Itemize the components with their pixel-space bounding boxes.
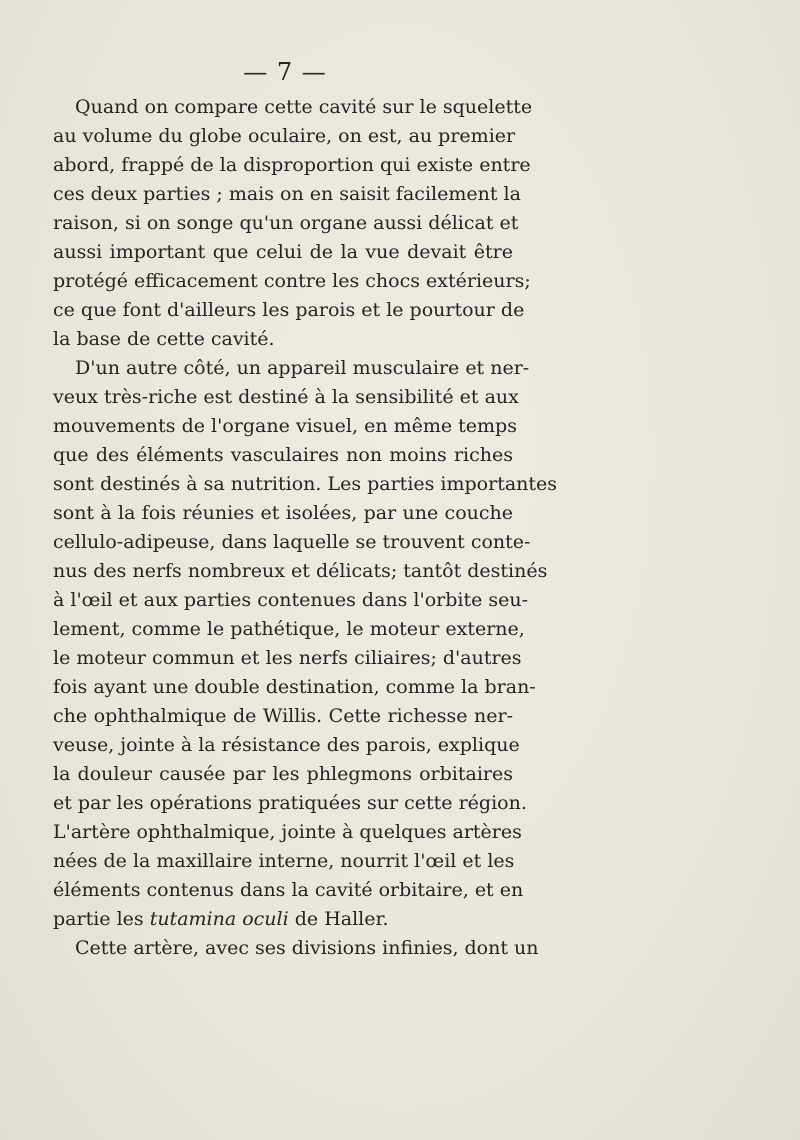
page-number: — 7 —: [243, 58, 327, 86]
body-text: [53, 93, 558, 963]
text-line: le moteur commun et les nerfs ciliaires; d'autres: [53, 647, 522, 669]
text-line: à l'œil et aux parties contenues dans l'orbite seu-: [53, 589, 529, 611]
text-line: sont destinés à sa nutrition. Les parties importantes: [53, 473, 558, 495]
text-fragment: partie les: [53, 908, 150, 930]
text-line: L'artère ophthalmique, jointe à quelques artères: [53, 821, 522, 843]
text-line: cellulo-adipeuse, dans laquelle se trouvent conte-: [53, 531, 531, 553]
text-line: lement, comme le pathétique, le moteur externe,: [53, 618, 525, 640]
text-line: aussi important que celui de la vue devait être: [53, 241, 513, 263]
text-line: nées de la maxillaire interne, nourrit l'œil et les: [53, 850, 515, 872]
text-fragment: de Haller.: [288, 908, 389, 930]
text-line: Cette artère, avec ses divisions infinies, dont un: [75, 937, 539, 959]
text-line: veux très-riche est destiné à la sensibilité et aux: [53, 386, 519, 408]
text-line-with-italic: [53, 905, 513, 934]
text-line: ces deux parties ; mais on en saisit facilement la: [53, 183, 521, 205]
text-line: ce que font d'ailleurs les parois et le pourtour de: [53, 299, 525, 321]
text-line: et par les opérations pratiquées sur cette région.: [53, 792, 527, 814]
text-line: nus des nerfs nombreux et délicats; tantôt destinés: [53, 560, 548, 582]
text-line: abord, frappé de la disproportion qui existe entre: [53, 154, 531, 176]
text-line: que des éléments vasculaires non moins riches: [53, 444, 513, 466]
text-line: protégé efficacement contre les chocs extérieurs;: [53, 270, 531, 292]
text-line: che ophthalmique de Willis. Cette richesse ner-: [53, 705, 513, 727]
text-line: au volume du globe oculaire, on est, au premier: [53, 125, 516, 147]
text-line: la base de cette cavité.: [53, 328, 275, 350]
text-line: Quand on compare cette cavité sur le squelette: [75, 96, 533, 118]
text-line: fois ayant une double destination, comme la bran-: [53, 676, 536, 698]
text-line: éléments contenus dans la cavité orbitaire, et en: [53, 879, 524, 901]
text-line: D'un autre côté, un appareil musculaire et ner-: [75, 357, 530, 379]
text-line: mouvements de l'organe visuel, en même temps: [53, 415, 517, 437]
text-line: la douleur causée par les phlegmons orbitaires: [53, 763, 513, 785]
text-line: raison, si on songe qu'un organe aussi délicat et: [53, 212, 519, 234]
text-line: sont à la fois réunies et isolées, par une couche: [53, 502, 513, 524]
italic-phrase: tutamina oculi: [149, 908, 289, 930]
text-line: veuse, jointe à la résistance des parois, explique: [53, 734, 520, 756]
